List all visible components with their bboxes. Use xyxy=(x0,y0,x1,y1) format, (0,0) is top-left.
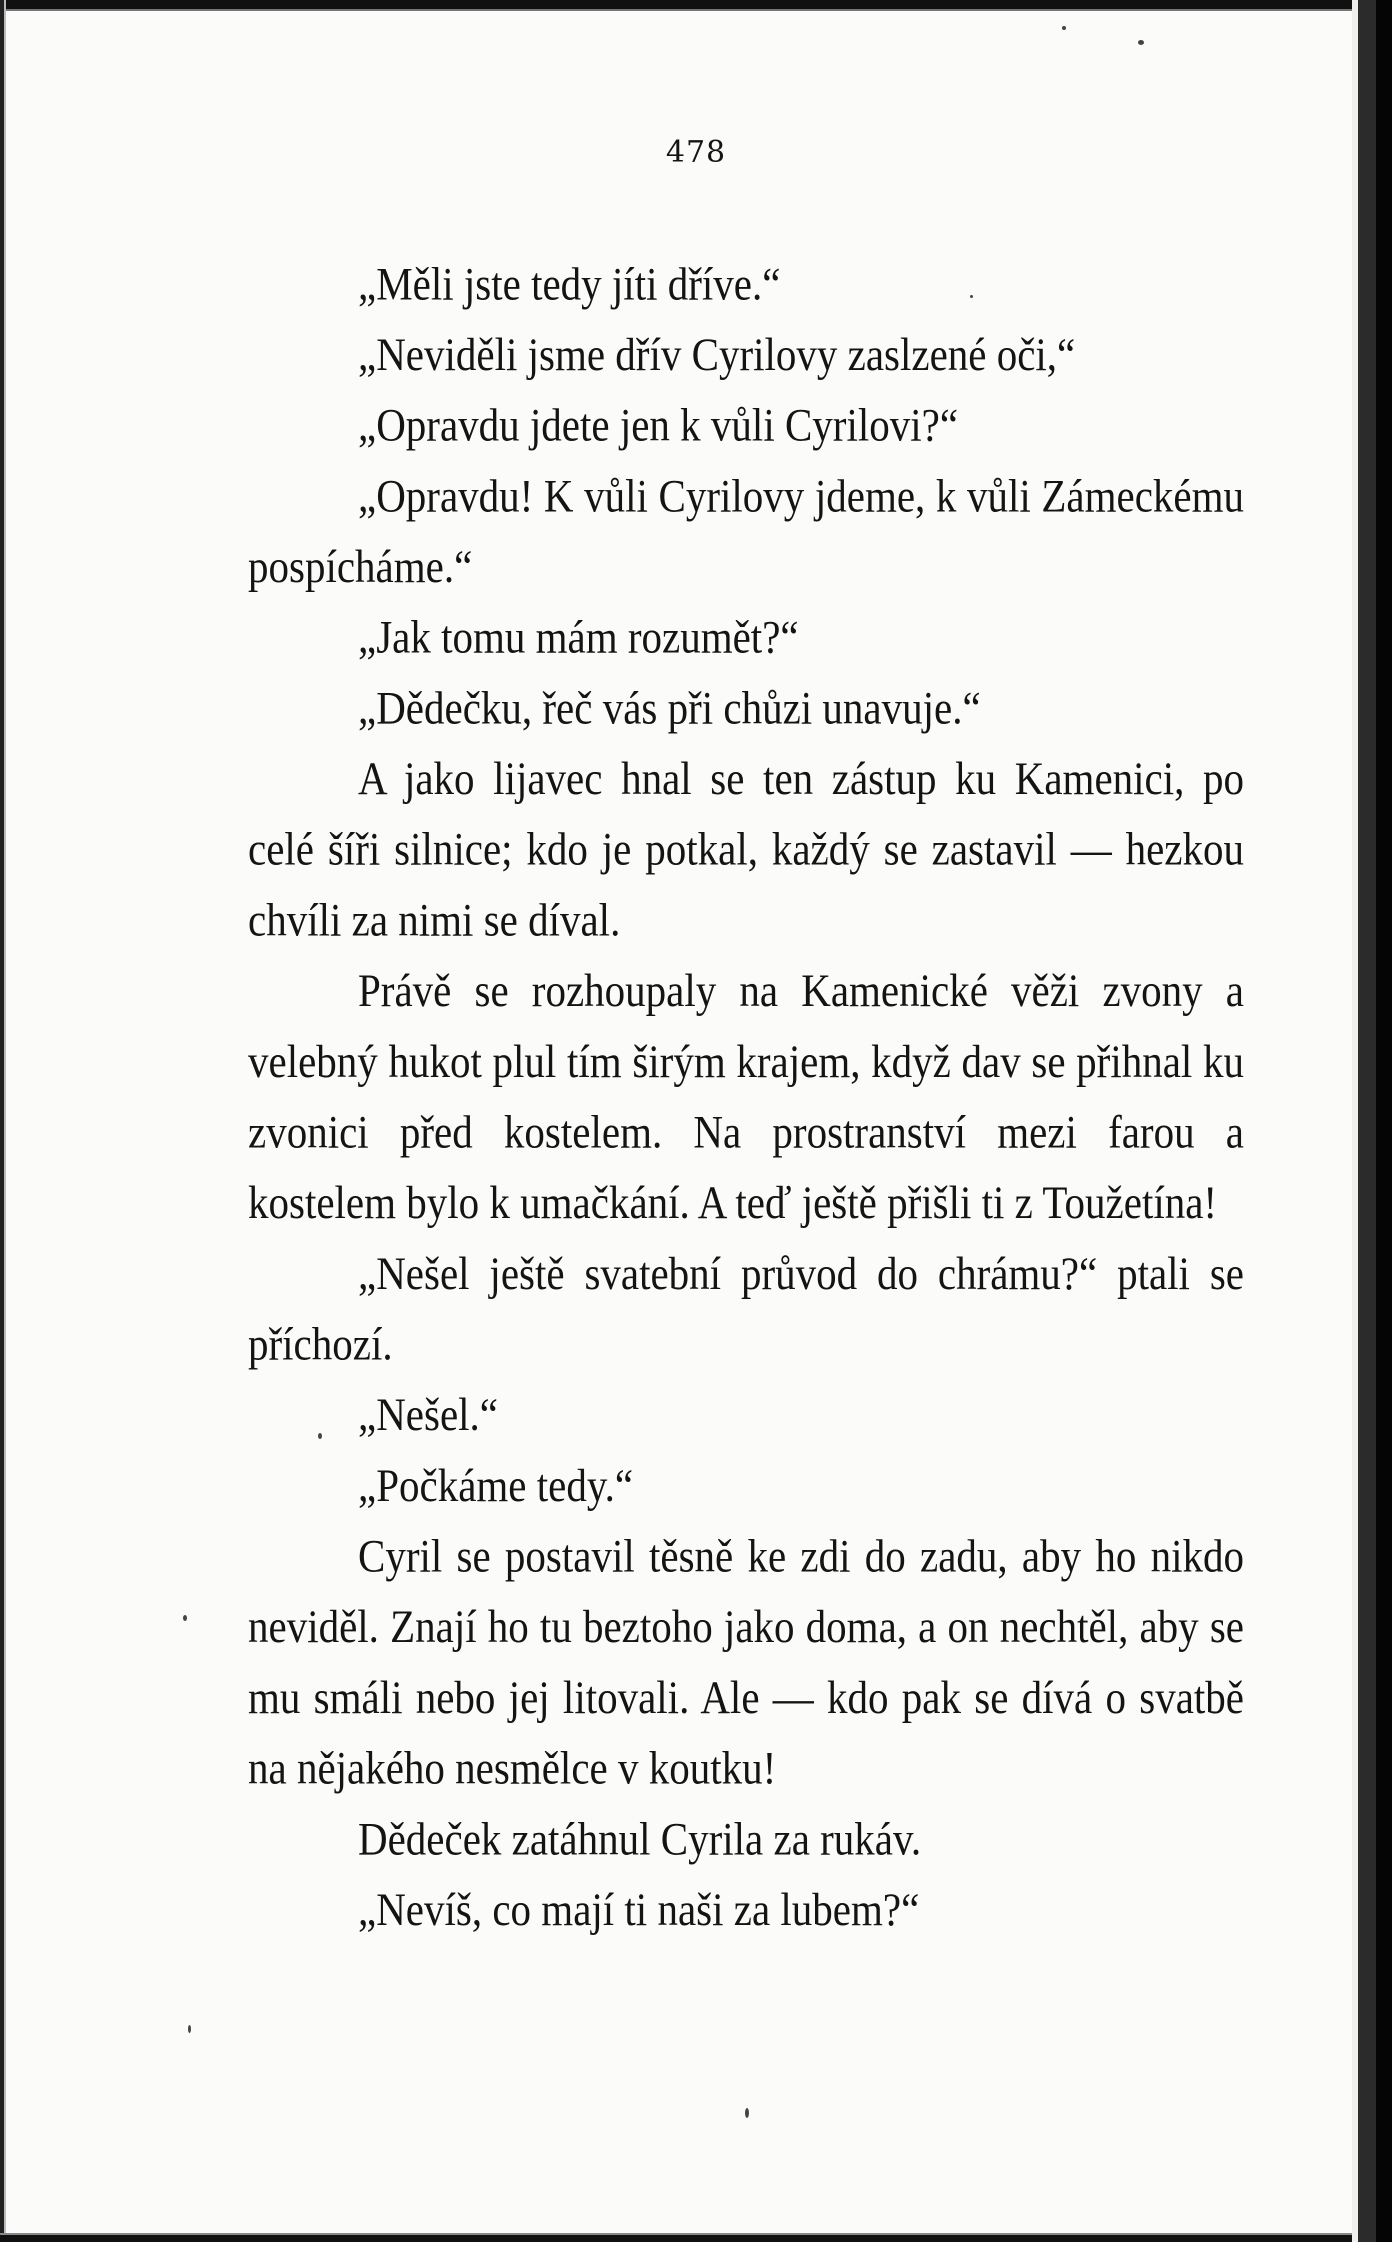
paragraph-9: „Nešel ještě svatební průvod do chrámu?“ ptali se příchozí. xyxy=(248,1246,1244,1370)
paragraph-10: „Nešel.“ xyxy=(358,1388,498,1441)
scan-speck xyxy=(745,2108,749,2118)
paragraph-8: Právě se rozhoupaly na Kamenické věži zvony a velebný hukot plul tím širým krajem, když dav se přihnal ku zvonici před kostelem. Na prostranství mezi farou a kostelem bylo k umačkání. A teď ještě přišli ti z Toužetína! xyxy=(248,963,1244,1229)
paragraph-4: „Opravdu! K vůli Cyrilovy jdeme, k vůli Zámeckému pospícháme.“ xyxy=(248,469,1244,593)
scan-speck xyxy=(970,295,973,298)
scan-right-edge xyxy=(1352,0,1392,2242)
scan-left-edge xyxy=(0,0,10,2242)
scan-speck xyxy=(318,1433,322,1439)
scan-speck xyxy=(183,1615,187,1621)
body-text xyxy=(248,248,1244,1944)
page-number: 478 xyxy=(665,135,727,170)
paragraph-6: „Dědečku, řeč vás při chůzi unavuje.“ xyxy=(358,681,981,734)
paragraph-2: „Neviděli jsme dřív Cyrilovy zaslzené oči,“ xyxy=(358,327,1076,381)
paragraph-12: Cyril se postavil těsně ke zdi do zadu, aby ho nikdo neviděl. Znají ho tu beztoho jako doma, a on nechtěl, aby se mu smáli nebo jej litovali. Ale — kdo pak se dívá o svatbě na nějakého nesmělce v koutku! xyxy=(248,1529,1244,1794)
scan-speck xyxy=(1062,26,1066,30)
scan-speck xyxy=(1138,40,1144,45)
paragraph-11: „Počkáme tedy.“ xyxy=(358,1458,634,1512)
paragraph-1: „Měli jste tedy jíti dříve.“ xyxy=(358,257,781,310)
scan-bottom-edge xyxy=(0,2230,1352,2242)
scan-speck xyxy=(188,2025,191,2033)
paragraph-5: „Jak tomu mám rozumět?“ xyxy=(358,610,799,663)
paragraph-14: „Nevíš, co mají ti naši za lubem?“ xyxy=(358,1882,920,1936)
paragraph-7: A jako lijavec hnal se ten zástup ku Kamenici, po celé šíři silnice; kdo je potkal, každý se zastavil — hezkou chvíli za nimi se díval. xyxy=(248,751,1244,946)
paragraph-13: Dědeček zatáhnul Cyrila za rukáv. xyxy=(358,1812,922,1865)
scan-top-edge xyxy=(0,0,1352,14)
paragraph-3: „Opravdu jdete jen k vůli Cyrilovi?“ xyxy=(358,398,959,451)
